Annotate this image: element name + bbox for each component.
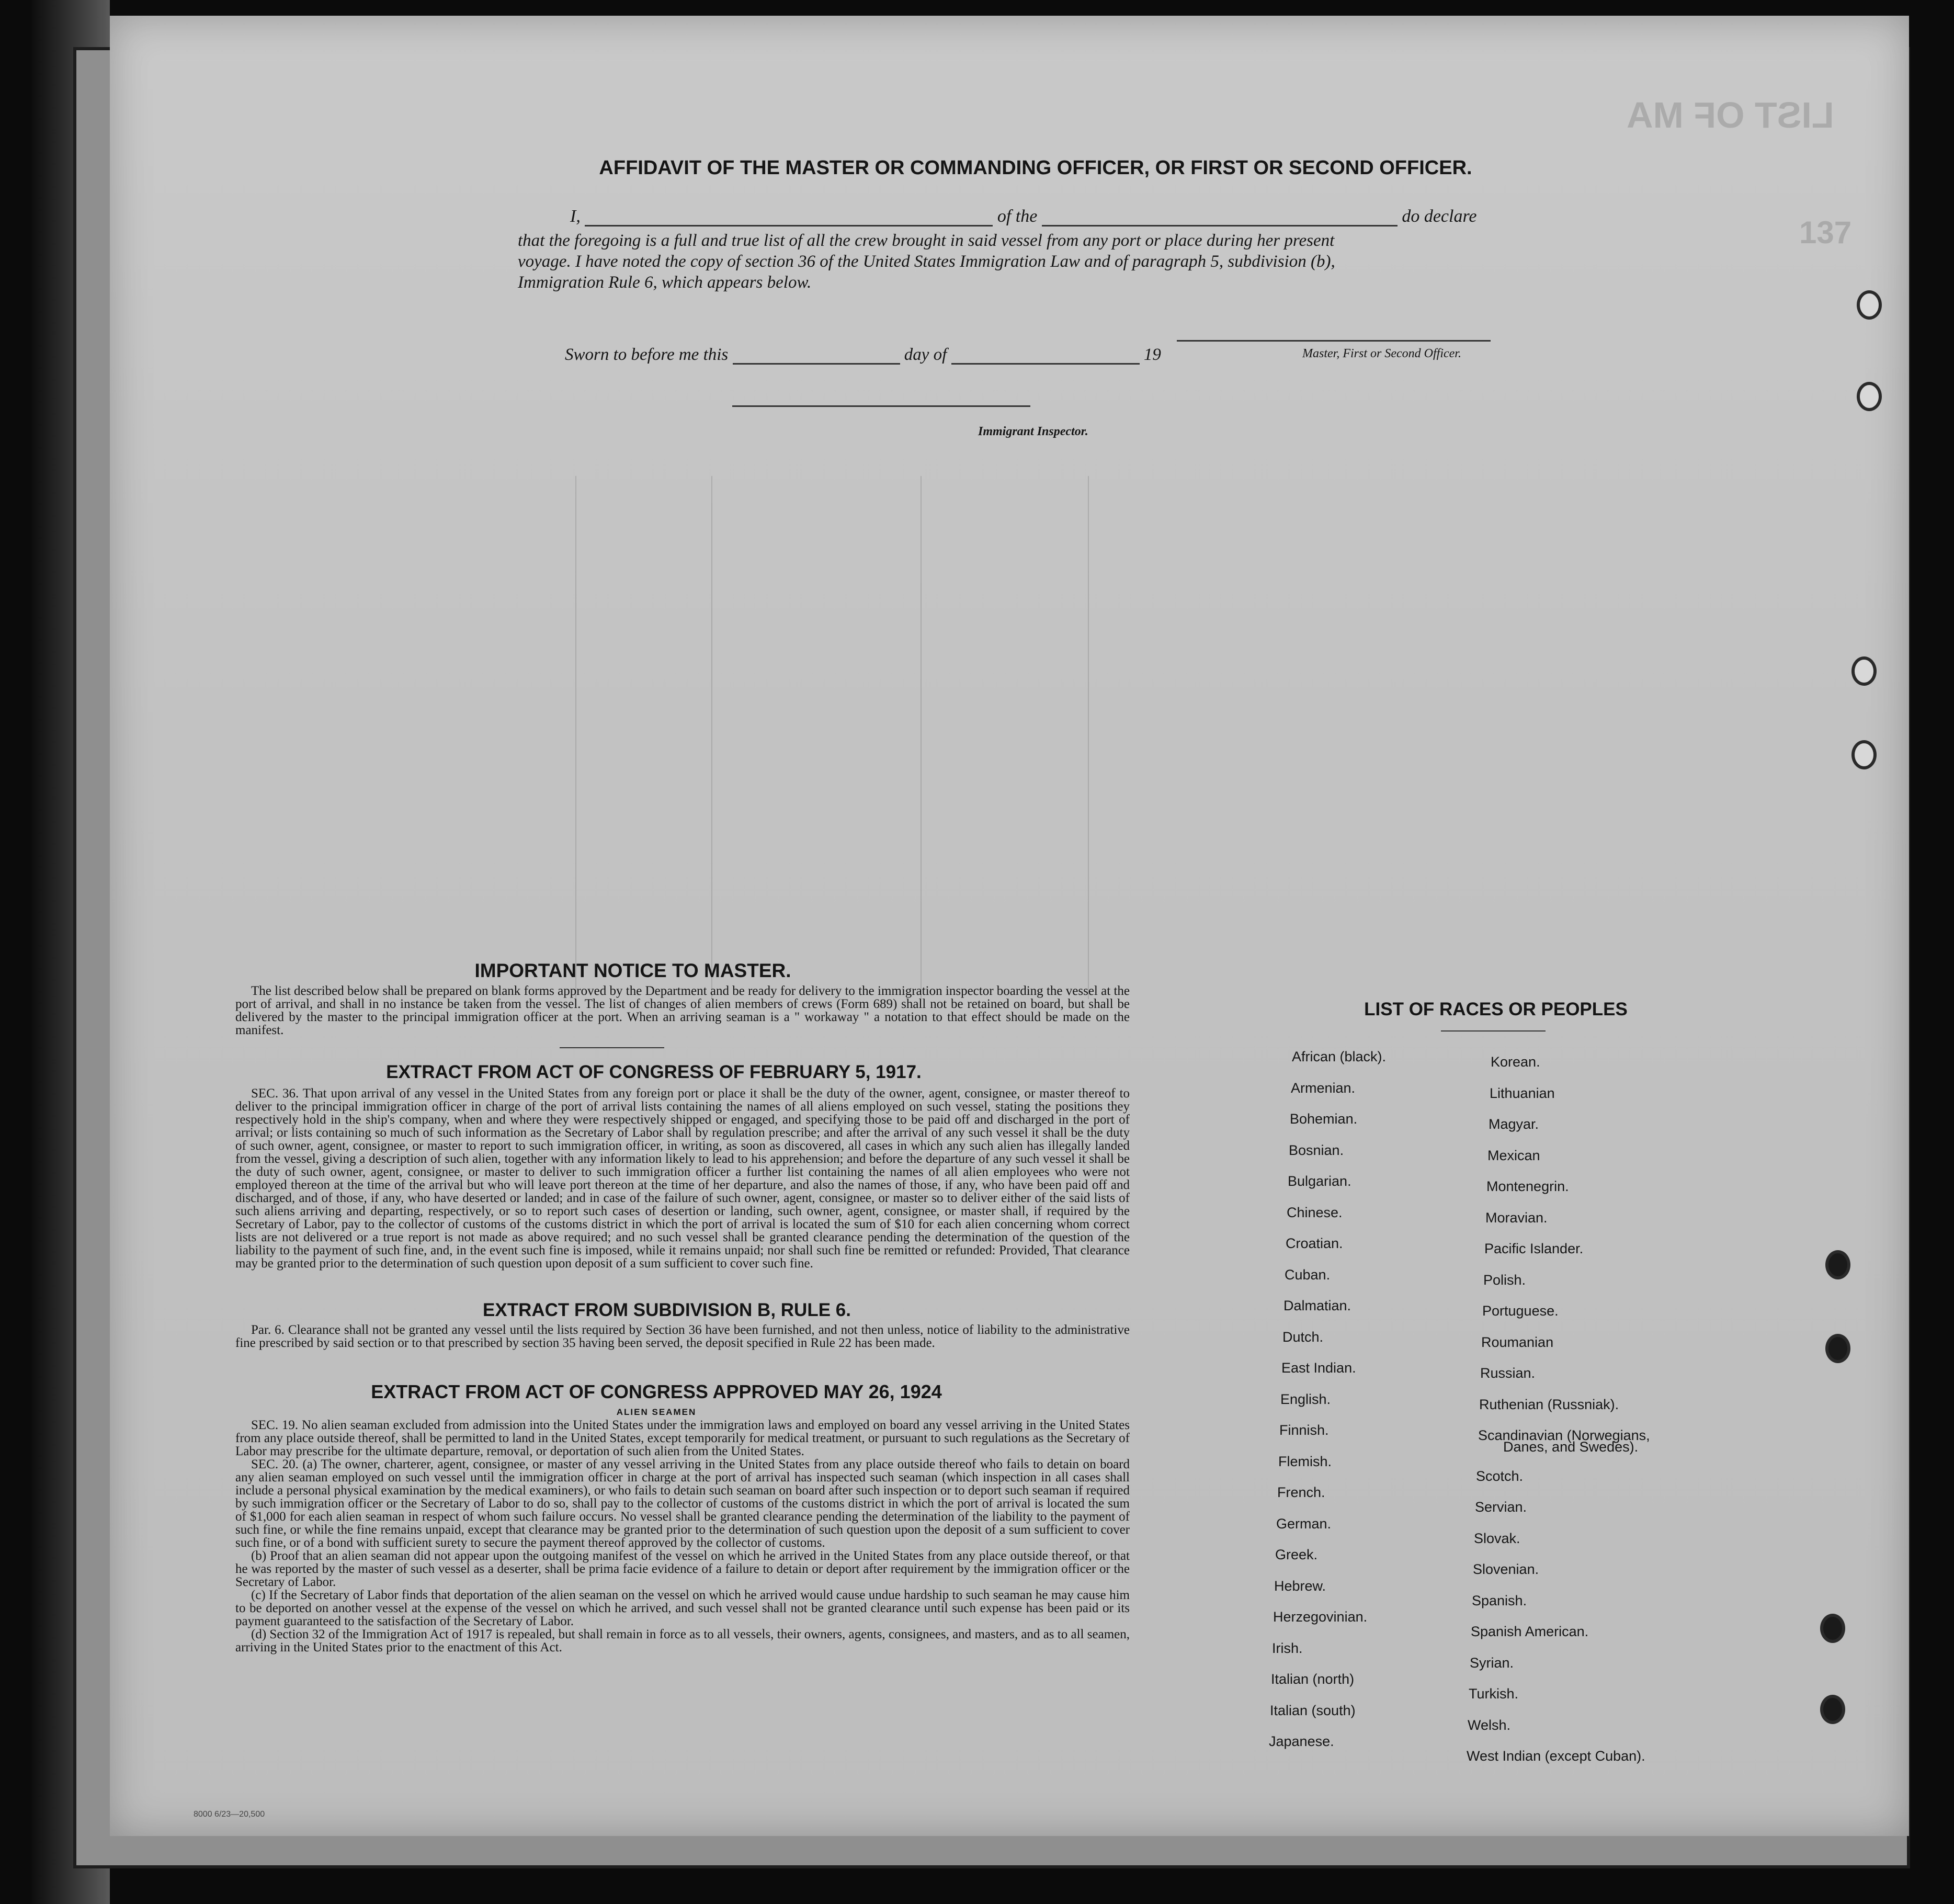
punch-hole [1857,382,1882,411]
race-item: Spanish American. [1471,1624,1589,1639]
race-item: Roumanian [1481,1334,1554,1350]
punch-hole [1857,290,1882,320]
race-item: Moravian. [1485,1209,1548,1226]
manifest-page [110,16,1909,1836]
affidavit-declaration-line [570,207,1721,226]
race-item: Ruthenian (Russniak). [1479,1396,1619,1412]
affidavit-text-2: that the foregoing is a full and true list of all the crew brought in said vessel from any port or place during her present [518,231,1335,250]
race-item: East Indian. [1281,1360,1356,1376]
race-item: Scandinavian (Norwegians, [1478,1427,1650,1443]
vessel-field[interactable] [1042,225,1398,226]
affidavit-text-3: voyage. I have noted the copy of section 36 of the United States Immigration Law and of paragraph 5, subdivision (b), [518,252,1335,271]
notice-body: The list described below shall be prepared on blank forms approved by the Department and be ready for delivery to the immigration inspector boarding the vessel at the port of arrival, and shall in no instance be taken from the vessel. The list of changes of alien members of crews (Form 689) shall not be retained on board, but shall be delivered by the master to the principal immigration officer at the port. When an arriving seaman is a " workaway " a notation to that effect should be made on the manifest. [235,984,1130,1037]
race-item: English. [1280,1391,1331,1407]
race-item: Korean. [1491,1054,1540,1070]
race-item: Armenian. [1291,1080,1356,1096]
affidavit-declare-label: do declare [1402,207,1477,226]
master-signature-line[interactable] [1177,340,1491,342]
sworn-line [565,345,1297,365]
extract-1924-title: EXTRACT FROM ACT OF CONGRESS APPROVED MAY 26, 1924 [371,1381,942,1402]
race-item: Bohemian. [1290,1111,1358,1127]
day-of-label: day of [904,345,947,364]
faint-rule [921,476,922,999]
race-item: Irish. [1272,1640,1303,1656]
race-item: Flemish. [1278,1453,1332,1469]
race-item: Pacific Islander. [1484,1241,1584,1256]
race-item: Spanish. [1472,1592,1527,1608]
punch-hole [1820,1695,1845,1724]
sec-20d: (d) Section 32 of the Immigration Act of 1917 is repealed, but shall remain in force as to all vessels, their owners, agents, consignees, and masters, and as to all seamen, arriving in the United States prior to the enactment of this Act. [235,1627,1130,1654]
inspector-signature-label: Immigrant Inspector. [978,425,1088,438]
extract-1924-subtitle: ALIEN SEAMEN [616,1407,697,1417]
year-label: 19 [1143,345,1161,364]
affidavit-i-label: I, [570,207,581,226]
sec-20c: (c) If the Secretary of Labor finds that deportation of the alien seaman on the vessel on which he arrived would cause undue hardship to such seaman he may cause him to be deported on another vessel at the expense of the vessel on which he arrived, and such vessel shall not be granted clearance until such expense has been paid or its payment guaranteed to the satisfaction of the Secretary of Labor. [235,1588,1130,1628]
race-item: Hebrew. [1274,1578,1326,1594]
race-item: German. [1276,1515,1332,1532]
race-item: Danes, and Swedes). [1503,1439,1639,1455]
faint-rule [1088,476,1089,999]
races-title: LIST OF RACES OR PEOPLES [1364,999,1628,1019]
race-item: Croatian. [1286,1236,1343,1251]
extract-1917-body: SEC. 36. That upon arrival of any vessel in the United States from any foreign port or place it shall be the duty of the owner, agent, consignee, or master thereof to deliver to the principal immigration officer in charge of the port of arrival lists containing the names of all aliens employed on such vessel, stating the positions they respectively hold in the ship's company, when and where they were respectively shipped or engaged, and specifying those to be paid off and discharged in the port of arrival; or lists containing so much of such information as the Secretary of Labor shall by regulation prescribe; and after the arrival of any such vessel it shall be the duty of such owner, agent, consignee, or master to report to such immigration officer, in writing, as soon as discovered, all cases in which any such alien has illegally landed from the vessel, giving a description of such alien, together with any information likely to lead to his apprehension; and before the departure of any such vessel it shall be the duty of such owner, agent, consignee, or master to deliver to such immigration officer a further list containing the names of all alien employees who were not employed thereon at the time of the arrival but who will leave port thereon at the time of her departure, and also the names of those, if any, who have been paid off and discharged, and of those, if any, who have deserted or landed; and in case of the failure of such owner, agent, consignee, or master so to deliver either of the said lists of such aliens arriving and departing, respectively, or so to report such cases of desertion or landing, such owner, agent, consignee, or master shall, if required by the Secretary of Labor, pay to the collector of customs of the customs district in which the port of arrival is located the sum of $10 for each alien concerning whom correct lists are not delivered or a true report is not made as above required; and no such vessel shall be granted clearance pending the determination of the question of the liability to the payment of such fine, and, in the event such fine is imposed, while it remains unpaid; nor shall such fine be remitted or refunded: Provided, That clearance may be granted prior to the determination of such question upon deposit of a sum sufficient to cover such fine. [235,1086,1130,1271]
faint-rule [711,476,712,999]
race-item: Russian. [1480,1365,1536,1381]
extract-1924-body [235,1419,1130,1654]
bleed-through-number: 137 [1799,215,1852,250]
race-item: Mexican [1487,1147,1540,1163]
punch-hole [1851,740,1877,769]
affidavit-text-4: Immigration Rule 6, which appears below. [518,273,812,292]
sworn-day-field[interactable] [733,363,900,365]
race-item: French. [1277,1484,1325,1500]
race-item: Scotch. [1476,1468,1524,1484]
sec-19: SEC. 19. No alien seaman excluded from admission into the United States under the immigration laws and employed on board any vessel arriving in the United States from any place outside thereof, shall be permitted to land in the United States, except temporarily for medical treatment, or pursuant to such regulations as the Secretary of Labor may prescribe for the ultimate departure, removal, or deportation of such alien from the United States. [235,1418,1130,1458]
race-item: Herzegovinian. [1273,1609,1368,1625]
notice-title: IMPORTANT NOTICE TO MASTER. [474,960,791,981]
race-item: Lithuanian [1490,1085,1555,1101]
sec-20b: (b) Proof that an alien seaman did not appear upon the outgoing manifest of the vessel on which he arrived in the United States from any place outside thereof, or that he was reported by the master of such vessel as a deserter, shall be prima facie evidence of a failure to detain or deport after requirement by the immigration officer or the Secretary of Labor. [235,1549,1130,1589]
form-code: 8000 6/23—20,500 [194,1810,265,1819]
punch-hole [1825,1334,1850,1363]
race-item: West Indian (except Cuban). [1467,1748,1645,1764]
punch-hole [1825,1250,1850,1279]
race-item: Bulgarian. [1288,1173,1351,1189]
notice-divider [560,1047,664,1048]
race-item: Polish. [1483,1272,1526,1288]
race-item: Syrian. [1470,1654,1514,1671]
race-item: Cuban. [1285,1266,1331,1283]
affidavit-title: AFFIDAVIT OF THE MASTER OR COMMANDING OFFICER, OR FIRST OR SECOND OFFICER. [599,157,1472,179]
race-item: Welsh. [1468,1717,1511,1733]
race-item: Montenegrin. [1486,1178,1569,1194]
master-signature-label: Master, First or Second Officer. [1302,347,1461,360]
sec-20a: SEC. 20. (a) The owner, charterer, agent, consignee, or master of any vessel arriving in the United States from any place outside thereof who fails to detain on board any alien seaman employed on such vessel until the immigration officer in charge at the port of arrival has inspected such seaman (which inspection in all cases shall include a personal physical examination by the medical examiners), or who fails to detain such seaman on board after such inspection or to deport such seaman if required by such immigration officer or the Secretary of Labor to do so, shall pay to the collector of customs of the customs district in which the port of arrival is located the sum of $1,000 for each alien seaman in respect of whom such failure occurs. No vessel shall be granted clearance pending the determination of the liability to the payment of such fine, or while the fine remains unpaid, except that clearance may be granted prior to the determination of such question upon the deposit of a sum sufficient to cover such fine, or of a bond with sufficient surety to secure the payment thereof approved by the collector of customs. [235,1457,1130,1550]
punch-hole [1820,1614,1845,1643]
race-item: Dalmatian. [1283,1298,1351,1313]
sworn-month-field[interactable] [951,363,1140,365]
inspector-signature-line[interactable] [732,405,1030,407]
punch-hole [1851,656,1877,686]
race-item: Chinese. [1287,1204,1343,1220]
race-item: Italian (south) [1270,1702,1356,1718]
race-item: Servian. [1475,1499,1527,1515]
name-field[interactable] [585,225,993,226]
extract-rule6-title: EXTRACT FROM SUBDIVISION B, RULE 6. [483,1300,851,1320]
race-item: Greek. [1275,1547,1318,1562]
races-divider [1441,1030,1546,1032]
bleed-through-heading: LIST OF MA [1627,95,1834,135]
race-item: Japanese. [1269,1733,1334,1749]
race-item: Magyar. [1489,1116,1539,1132]
race-item: Italian (north) [1271,1671,1355,1687]
race-item: Slovak. [1474,1530,1520,1546]
extract-1917-title: EXTRACT FROM ACT OF CONGRESS OF FEBRUARY 5, 1917. [386,1062,922,1082]
race-item: Finnish. [1279,1422,1329,1438]
race-item: Portuguese. [1482,1303,1559,1319]
race-item: Slovenian. [1473,1561,1539,1577]
affidavit-of-the-label: of the [997,207,1038,226]
race-item: African (black). [1292,1049,1387,1064]
race-item: Dutch. [1282,1329,1324,1345]
extract-rule6-body: Par. 6. Clearance shall not be granted any vessel until the lists required by Section 36 have been furnished, and not then unless, notice of liability to the administrative fine prescribed by said section or to that prescribed by section 35 having been served, the deposit specified in Rule 22 has been made. [235,1323,1130,1350]
sworn-label: Sworn to before me this [565,345,729,364]
race-item: Bosnian. [1289,1142,1344,1158]
race-item: Turkish. [1469,1686,1519,1702]
faint-rule [575,476,576,999]
